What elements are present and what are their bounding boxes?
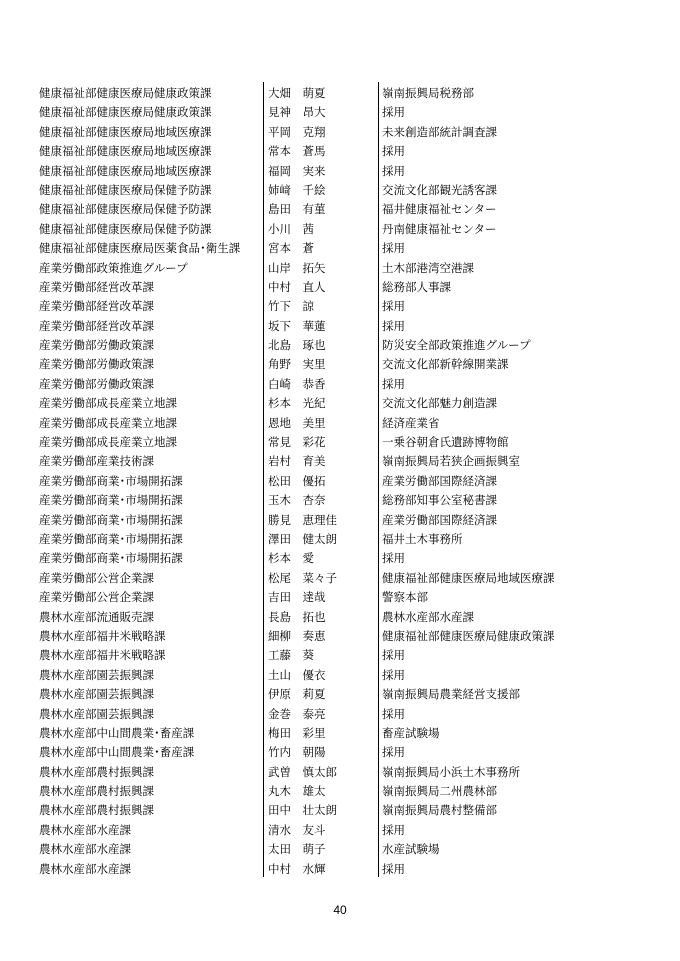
name-cell: 玉木 杏奈: [268, 493, 326, 508]
personnel-table: [0, 84, 680, 879]
name-cell: 武曽 慎太郎: [268, 764, 337, 779]
table-row: [0, 414, 680, 433]
destination-cell: 採用: [382, 144, 405, 159]
department-cell: 産業労働部政策推進グループ: [39, 260, 188, 275]
table-row: [0, 452, 680, 471]
department-cell: 産業労働部商業･市場開拓課: [39, 551, 183, 566]
department-cell: 農林水産部中山間農業･畜産課: [39, 725, 195, 740]
name-cell: 姉﨑 千絵: [268, 182, 326, 197]
department-cell: 農林水産部福井米戦略課: [39, 628, 166, 643]
name-cell: 大畑 萌夏: [268, 86, 326, 100]
name-cell: 田中 壮太朗: [268, 803, 337, 818]
department-cell: 産業労働部労働政策課: [39, 376, 154, 391]
destination-cell: 防災安全部政策推進グループ: [382, 338, 531, 353]
department-cell: 農林水産部園芸振興課: [39, 687, 154, 702]
destination-cell: 未来創造部統計調査課: [382, 124, 497, 139]
name-cell: 常本 蒼馬: [268, 144, 326, 159]
destination-cell: 採用: [382, 163, 405, 178]
name-cell: 中村 直人: [268, 279, 326, 294]
destination-cell: 農林水産部水産課: [382, 609, 474, 624]
name-cell: 福岡 実来: [268, 163, 326, 178]
name-cell: 常見 彩花: [268, 435, 326, 450]
table-row: [0, 317, 680, 336]
department-cell: 農林水産部農村振興課: [39, 764, 154, 779]
table-row: [0, 588, 680, 607]
table-row: [0, 123, 680, 142]
destination-cell: 丹南健康福祉センター: [382, 221, 497, 236]
destination-cell: 採用: [382, 648, 405, 663]
destination-cell: 総務部人事課: [382, 279, 451, 294]
table-row: [0, 840, 680, 859]
department-cell: 健康福祉部健康医療局地域医療課: [39, 144, 212, 159]
name-cell: 山岸 拓矢: [268, 260, 326, 275]
destination-cell: 嶺南振興局二州農林部: [382, 784, 497, 799]
department-cell: 農林水産部水産課: [39, 842, 131, 857]
destination-cell: 採用: [382, 745, 405, 760]
department-cell: 農林水産部流通販売課: [39, 609, 154, 624]
table-row: [0, 549, 680, 568]
department-cell: 健康福祉部健康医療局健康政策課: [39, 105, 212, 120]
destination-cell: 採用: [382, 551, 405, 566]
destination-cell: 一乗谷朝倉氏遺跡博物館: [382, 435, 509, 450]
name-cell: 岩村 育美: [268, 454, 326, 469]
department-cell: 産業労働部商業･市場開拓課: [39, 473, 183, 488]
table-row: [0, 84, 680, 103]
name-cell: 太田 萌子: [268, 842, 326, 857]
name-cell: 細柳 奏恵: [268, 628, 326, 643]
department-cell: 産業労働部労働政策課: [39, 357, 154, 372]
name-cell: 北島 琢也: [268, 338, 326, 353]
destination-cell: 嶺南振興局小浜土木事務所: [382, 764, 520, 779]
table-row: [0, 162, 680, 181]
destination-cell: 経済産業省: [382, 415, 440, 430]
name-cell: 清水 友斗: [268, 822, 326, 837]
table-row: [0, 355, 680, 374]
department-cell: 産業労働部産業技術課: [39, 454, 154, 469]
name-cell: 金巻 泰亮: [268, 706, 326, 721]
department-cell: 農林水産部水産課: [39, 822, 131, 837]
name-cell: 竹内 朝陽: [268, 745, 326, 760]
page-number: 40: [333, 903, 347, 917]
table-row: [0, 375, 680, 394]
table-row: [0, 569, 680, 588]
table-row: [0, 433, 680, 452]
department-cell: 健康福祉部健康医療局保健予防課: [39, 202, 212, 217]
department-cell: 産業労働部経営改革課: [39, 279, 154, 294]
destination-cell: 採用: [382, 667, 405, 682]
destination-cell: 交流文化部魅力創造課: [382, 396, 497, 411]
table-row: [0, 200, 680, 219]
destination-cell: 健康福祉部健康医療局地域医療課: [382, 570, 555, 585]
name-cell: 松田 優拓: [268, 473, 326, 488]
department-cell: 産業労働部商業･市場開拓課: [39, 531, 183, 546]
department-cell: 健康福祉部健康医療局保健予防課: [39, 221, 212, 236]
destination-cell: 福井土木事務所: [382, 531, 463, 546]
table-row: [0, 511, 680, 530]
department-cell: 農林水産部園芸振興課: [39, 667, 154, 682]
destination-cell: 採用: [382, 105, 405, 120]
department-cell: 産業労働部経営改革課: [39, 299, 154, 314]
table-row: [0, 801, 680, 820]
name-cell: 小川 茜: [268, 221, 314, 236]
table-row: [0, 685, 680, 704]
name-cell: 竹下 諒: [268, 299, 314, 314]
department-cell: 産業労働部経営改革課: [39, 318, 154, 333]
department-cell: 農林水産部福井米戦略課: [39, 648, 166, 663]
table-row: [0, 627, 680, 646]
destination-cell: 採用: [382, 241, 405, 256]
table-row: [0, 278, 680, 297]
destination-cell: 産業労働部国際経済課: [382, 512, 497, 527]
name-cell: 吉田 達哉: [268, 590, 326, 605]
table-row: [0, 860, 680, 879]
name-cell: 白崎 恭香: [268, 376, 326, 391]
destination-cell: 健康福祉部健康医療局健康政策課: [382, 628, 555, 643]
department-cell: 農林水産部水産課: [39, 861, 131, 876]
table-row: [0, 297, 680, 316]
department-cell: 産業労働部成長産業立地課: [39, 435, 177, 450]
department-cell: 農林水産部園芸振興課: [39, 706, 154, 721]
table-row: [0, 491, 680, 510]
department-cell: 農林水産部中山間農業･畜産課: [39, 745, 195, 760]
name-cell: 勝見 恵理佳: [268, 512, 337, 527]
name-cell: 松尾 菜々子: [268, 570, 337, 585]
destination-cell: 土木部港湾空港課: [382, 260, 474, 275]
destination-cell: 採用: [382, 299, 405, 314]
destination-cell: 採用: [382, 706, 405, 721]
table-row: [0, 259, 680, 278]
table-row: [0, 239, 680, 258]
department-cell: 健康福祉部健康医療局健康政策課: [39, 86, 212, 100]
table-row: [0, 220, 680, 239]
table-row: [0, 724, 680, 743]
table-row: [0, 763, 680, 782]
destination-cell: 採用: [382, 318, 405, 333]
table-row: [0, 472, 680, 491]
table-row: [0, 743, 680, 762]
destination-cell: 産業労働部国際経済課: [382, 473, 497, 488]
name-cell: 丸木 雄太: [268, 784, 326, 799]
name-cell: 梅田 彩里: [268, 725, 326, 740]
name-cell: 平岡 克翔: [268, 124, 326, 139]
destination-cell: 嶺南振興局若狭企画振興室: [382, 454, 520, 469]
destination-cell: 総務部知事公室秘書課: [382, 493, 497, 508]
destination-cell: 採用: [382, 822, 405, 837]
table-row: [0, 103, 680, 122]
department-cell: 産業労働部成長産業立地課: [39, 396, 177, 411]
department-cell: 産業労働部労働政策課: [39, 338, 154, 353]
table-row: [0, 821, 680, 840]
destination-cell: 水産試験場: [382, 842, 440, 857]
table-row: [0, 646, 680, 665]
destination-cell: 採用: [382, 861, 405, 876]
table-row: [0, 705, 680, 724]
department-cell: 農林水産部農村振興課: [39, 784, 154, 799]
table-row: [0, 608, 680, 627]
department-cell: 産業労働部公営企業課: [39, 570, 154, 585]
name-cell: 中村 水輝: [268, 861, 326, 876]
name-cell: 杉本 光紀: [268, 396, 326, 411]
department-cell: 産業労働部商業･市場開拓課: [39, 512, 183, 527]
destination-cell: 嶺南振興局税務部: [382, 86, 474, 100]
destination-cell: 交流文化部新幹線開業課: [382, 357, 509, 372]
name-cell: 澤田 健太朗: [268, 531, 337, 546]
destination-cell: 福井健康福祉センター: [382, 202, 497, 217]
table-row: [0, 666, 680, 685]
department-cell: 農林水産部農村振興課: [39, 803, 154, 818]
name-cell: 工藤 葵: [268, 648, 314, 663]
department-cell: 健康福祉部健康医療局地域医療課: [39, 163, 212, 178]
destination-cell: 採用: [382, 376, 405, 391]
table-row: [0, 181, 680, 200]
name-cell: 長島 拓也: [268, 609, 326, 624]
department-cell: 健康福祉部健康医療局保健予防課: [39, 182, 212, 197]
department-cell: 産業労働部商業･市場開拓課: [39, 493, 183, 508]
department-cell: 健康福祉部健康医療局医薬食品･衛生課: [39, 241, 241, 256]
destination-cell: 畜産試験場: [382, 725, 440, 740]
table-row: [0, 782, 680, 801]
destination-cell: 嶺南振興局農村整備部: [382, 803, 497, 818]
name-cell: 見神 昂大: [268, 105, 326, 120]
name-cell: 杉本 愛: [268, 551, 314, 566]
destination-cell: 警察本部: [382, 590, 428, 605]
name-cell: 伊原 莉夏: [268, 687, 326, 702]
table-row: [0, 336, 680, 355]
name-cell: 宮本 蒼: [268, 241, 314, 256]
department-cell: 産業労働部成長産業立地課: [39, 415, 177, 430]
table-row: [0, 530, 680, 549]
table-row: [0, 394, 680, 413]
destination-cell: 交流文化部観光誘客課: [382, 182, 497, 197]
name-cell: 島田 有菫: [268, 202, 326, 217]
name-cell: 角野 実里: [268, 357, 326, 372]
name-cell: 土山 優衣: [268, 667, 326, 682]
name-cell: 坂下 華蓮: [268, 318, 326, 333]
department-cell: 健康福祉部健康医療局地域医療課: [39, 124, 212, 139]
name-cell: 恩地 美里: [268, 415, 326, 430]
department-cell: 産業労働部公営企業課: [39, 590, 154, 605]
table-row: [0, 142, 680, 161]
destination-cell: 嶺南振興局農業経営支援部: [382, 687, 520, 702]
